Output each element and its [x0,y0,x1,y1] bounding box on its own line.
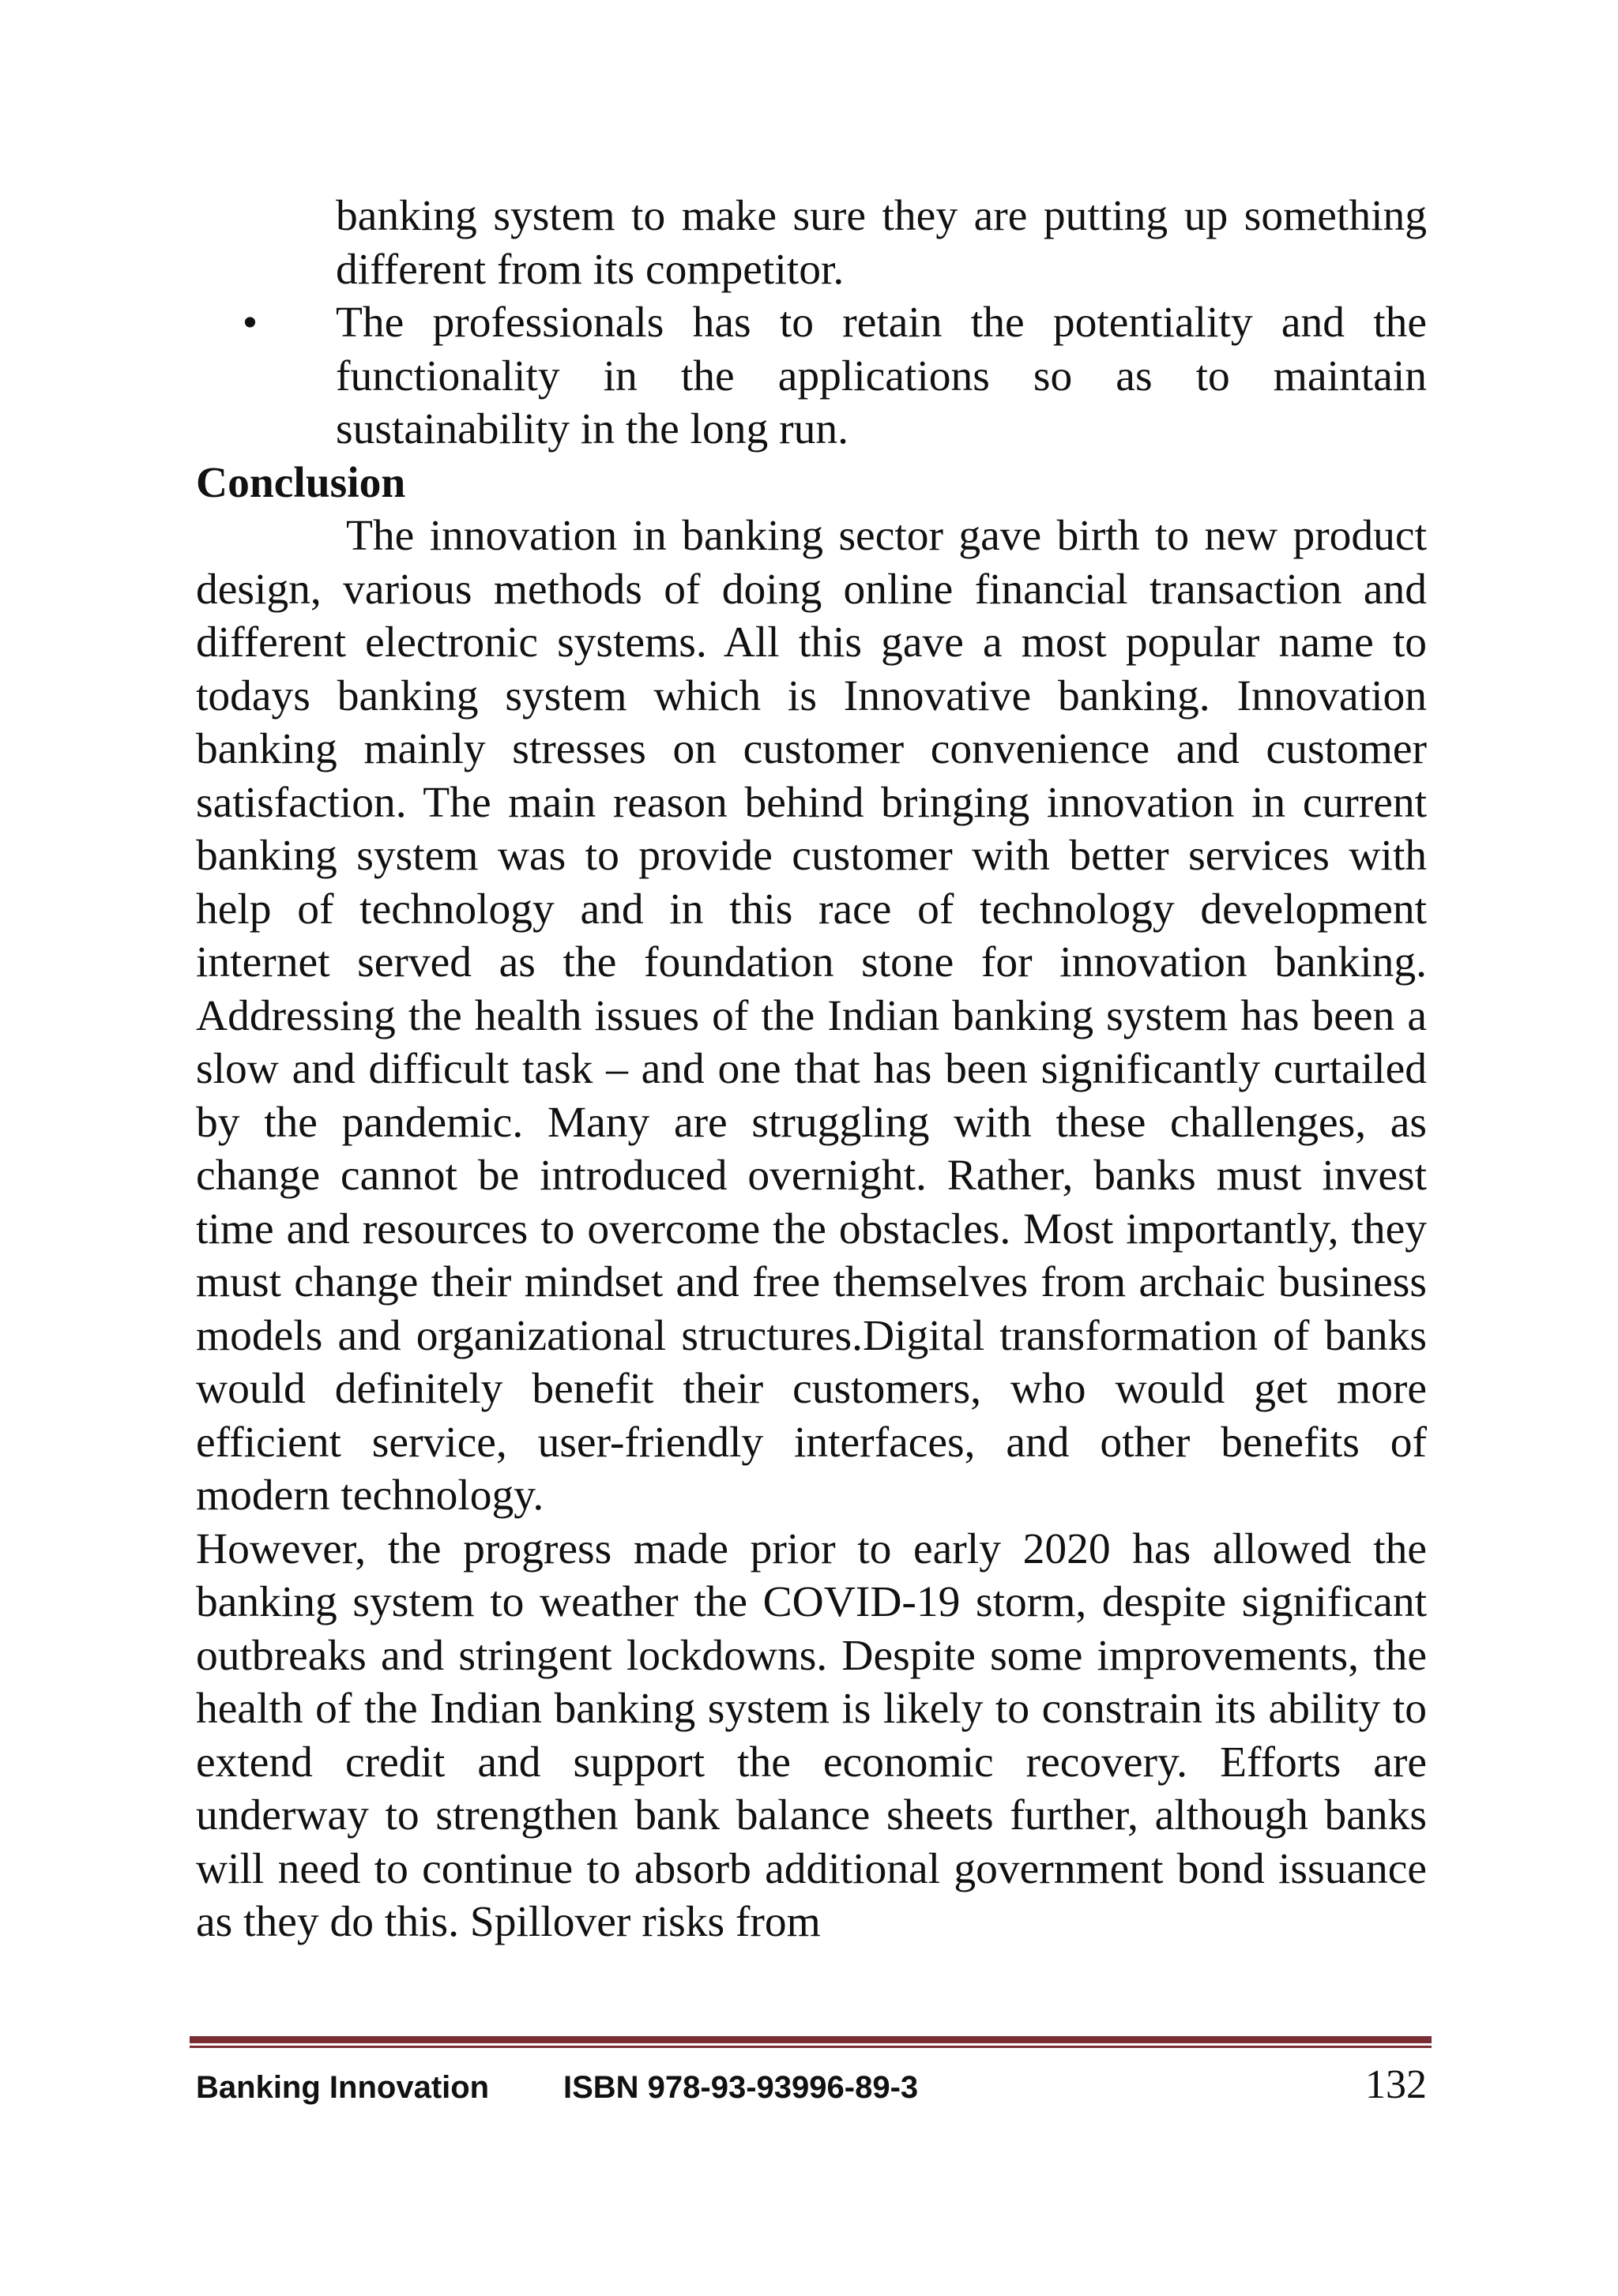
page-number: 132 [1365,2062,1427,2107]
conclusion-paragraph-1: The innovation in banking sector gave birth to new product design, various methods of doing online financial transaction and different electronic systems. All this gave a most popular name to todays banking system which is Innovative banking. Innovation banking mainly stresses on customer convenience and customer satisfaction. The main reason behind bringing innovation in current banking system was to provide customer with better services with help of technology and in this race of technology development internet served as the foundation stone for innovation banking. Addressing the health issues of the Indian banking system has been a slow and difficult task – and one that has been significantly curtailed by the pandemic. Many are struggling with these challenges, as change cannot be introduced overnight. Rather, banks must invest time and resources to overcome the obstacles. Most importantly, they must change their mindset and free themselves from archaic business models and organizational structures.Digital transformation of banks would definitely benefit their customers, who would get more efficient service, user-friendly interfaces, and other benefits of modern technology. [196,512,1427,1520]
footer-rule-thick [190,2036,1432,2043]
bullet-text: The professionals has to retain the potentiality and the functionality in the applications so as to maintain sustainability in the long run. [336,299,1427,453]
section-heading: Conclusion [196,458,406,507]
page-footer [196,2060,1427,2115]
bullet-item [196,296,1427,457]
page-body [196,190,1427,1949]
conclusion-paragraph-2: However, the progress made prior to early 2020 has allowed the banking system to weather the COVID-19 storm, despite significant outbreaks and stringent lockdowns. Despite some improvements, the health of the Indian banking system is likely to constrain its ability to extend credit and support the economic recovery. Efforts are underway to strengthen bank balance sheets further, although banks will need to continue to absorb additional government bond issuance as they do this. Spillover risks from [196,1524,1427,1946]
bullet-continuation-text: banking system to make sure they are putting up something different from its competitor. [336,192,1427,294]
footer-book-title: Banking Innovation [196,2070,490,2105]
footer-rule [190,2036,1432,2048]
footer-isbn: ISBN 978-93-93996-89-3 [563,2070,919,2105]
footer-rule-thin [190,2046,1432,2048]
bullet-point-icon: • [242,299,258,347]
